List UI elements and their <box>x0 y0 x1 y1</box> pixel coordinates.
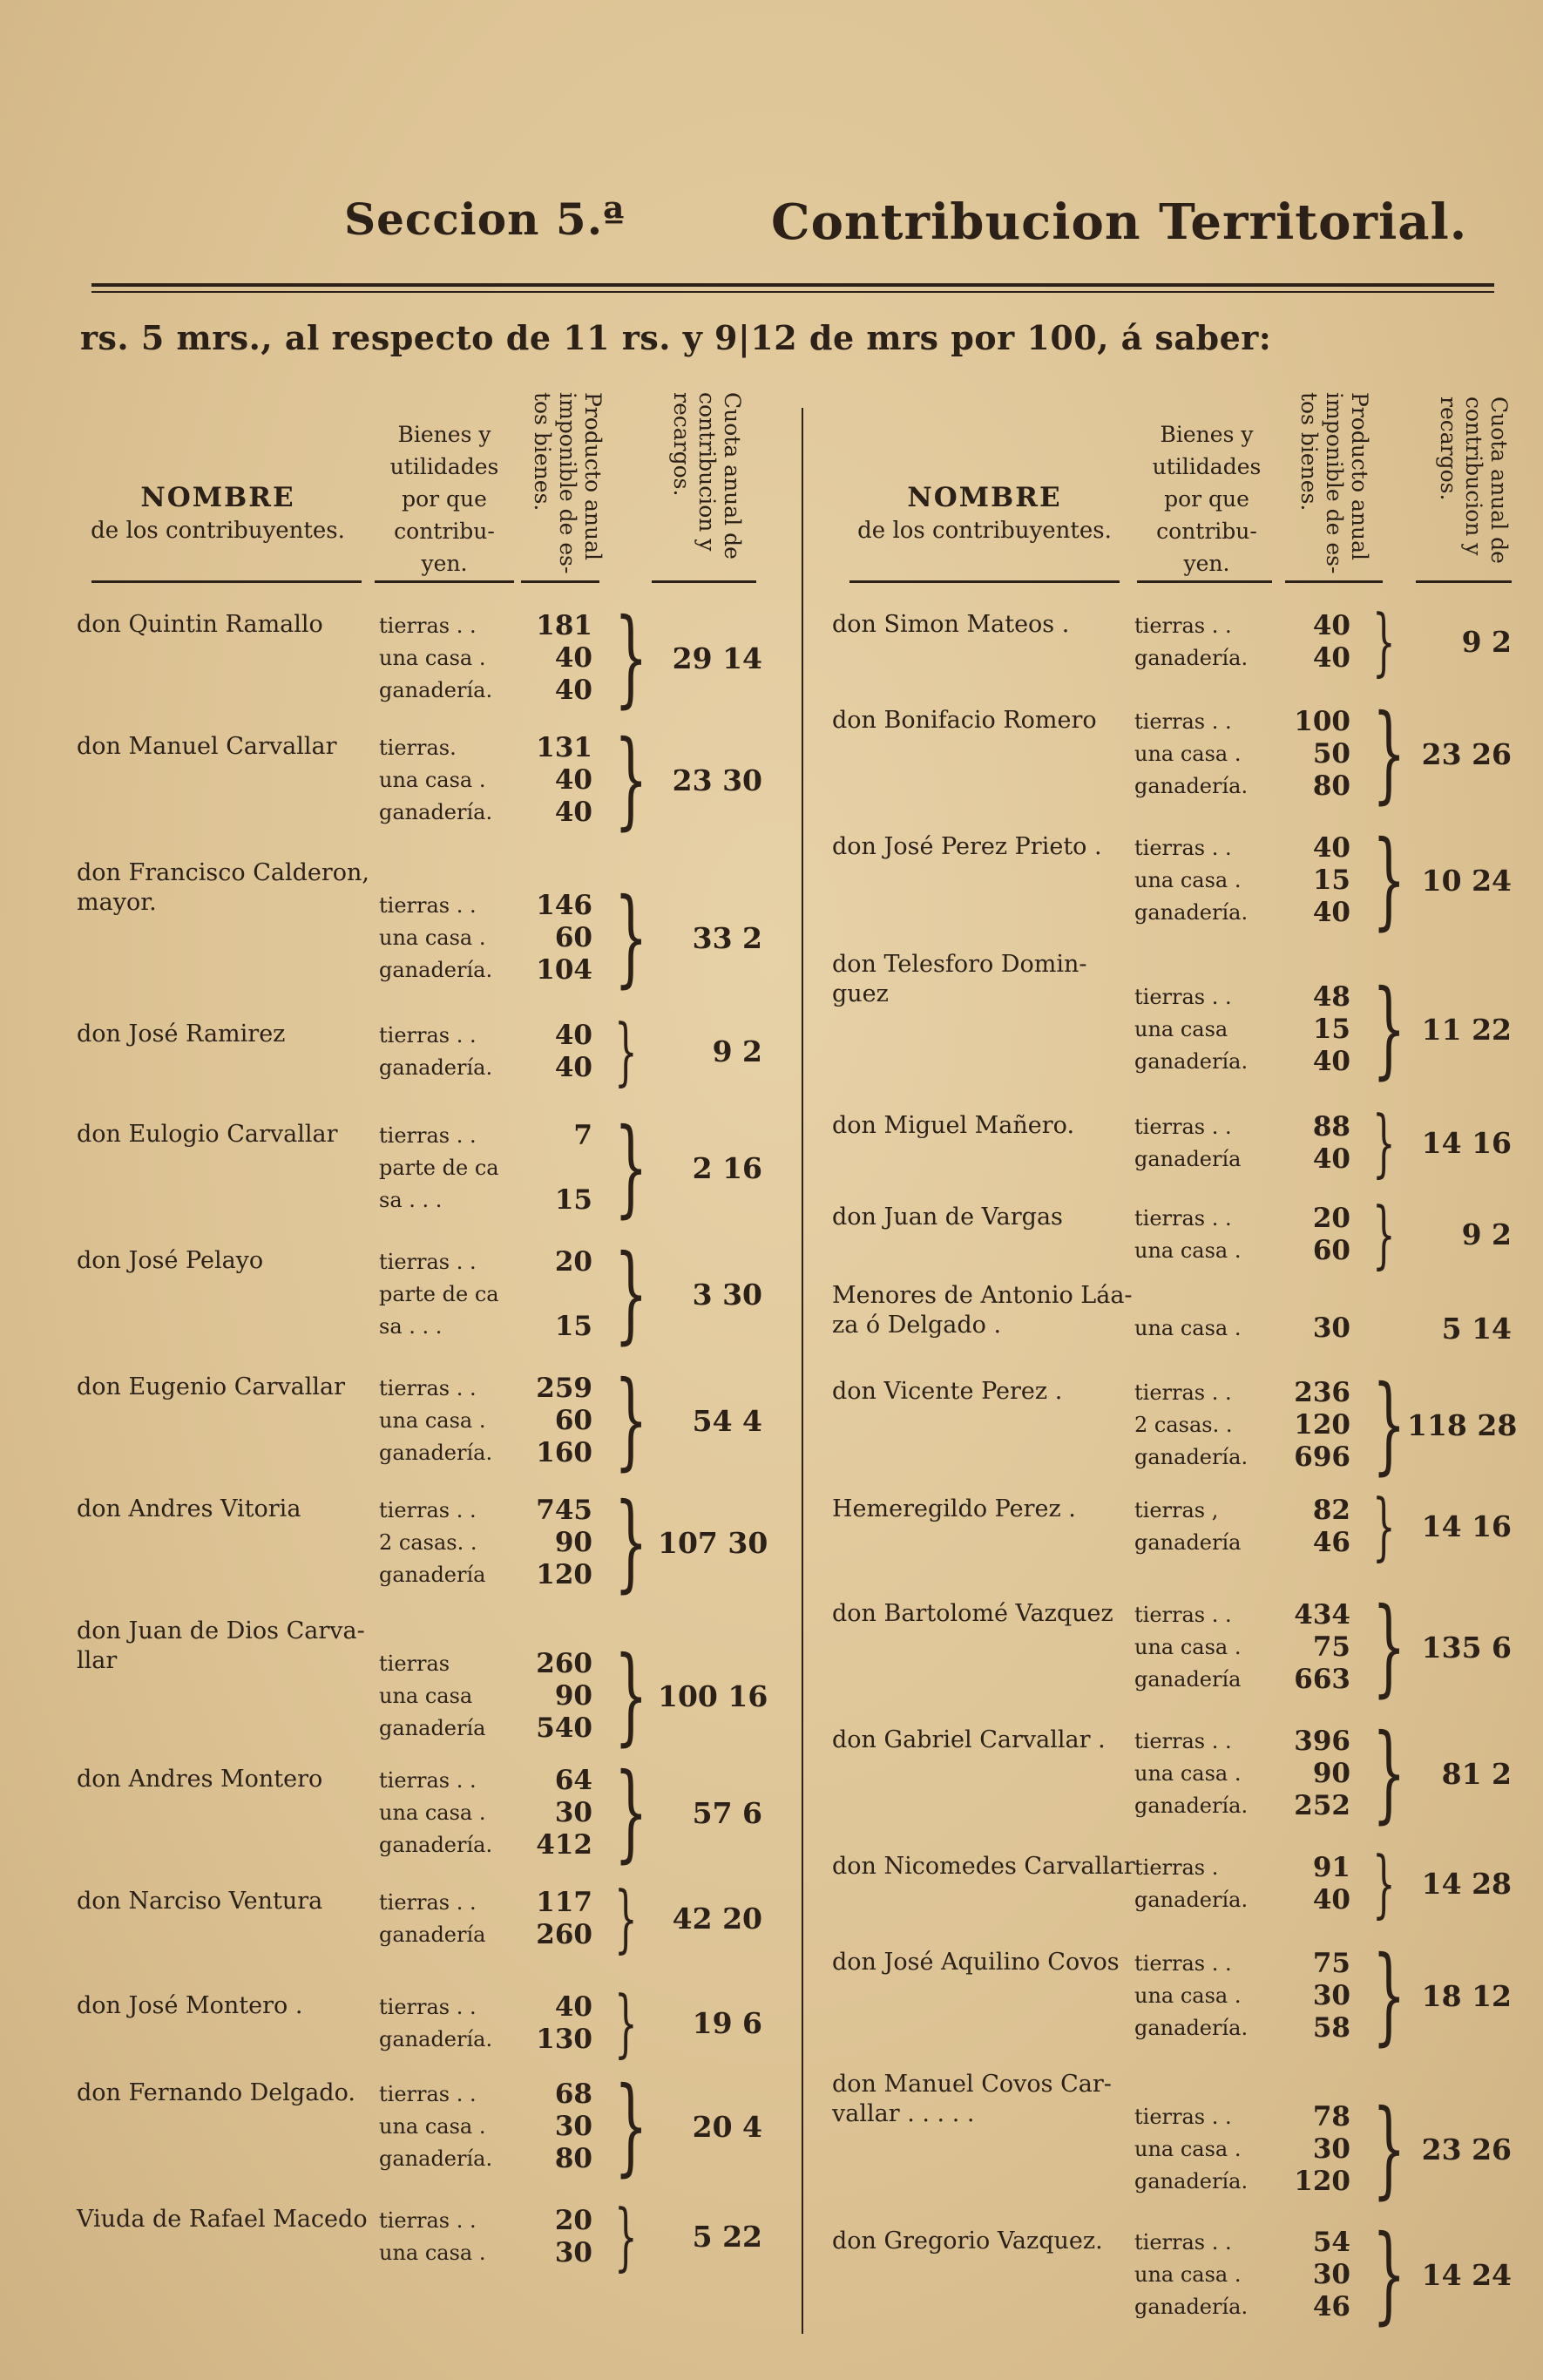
product-value: 30 <box>554 1797 592 1828</box>
header-rule <box>1285 580 1383 583</box>
annual-quota: 23 26 <box>1421 2132 1512 2166</box>
annual-quota: 11 22 <box>1421 1012 1512 1047</box>
header-rule <box>1137 580 1272 583</box>
taxpayer-name: don Vicente Perez . <box>832 1378 1063 1405</box>
product-value: 540 <box>536 1712 592 1744</box>
property-item: ganadería. <box>1134 1793 1249 1818</box>
property-item: tierras . . <box>1134 1729 1232 1753</box>
property-item: ganadería. <box>1134 774 1249 798</box>
property-item: tierras . . <box>1134 985 1232 1009</box>
property-item: una casa . <box>1134 1238 1242 1263</box>
header-rule <box>849 580 1120 583</box>
product-value: 90 <box>1312 1758 1350 1789</box>
property-item: una casa . <box>1134 2137 1242 2161</box>
taxpayer-name: don Manuel Covos Car- <box>832 2071 1112 2098</box>
annual-quota: 9 2 <box>1461 1217 1512 1251</box>
property-item: sa . . . <box>379 1314 443 1339</box>
product-value: 40 <box>1312 642 1350 674</box>
taxpayer-name: Hemeregildo Perez . <box>832 1495 1076 1522</box>
property-item: una casa . <box>379 2241 486 2265</box>
property-item: ganadería. <box>1134 2016 1249 2040</box>
grouping-brace: } <box>614 1106 648 1229</box>
taxpayer-name: don Bartolomé Vazquez <box>832 1600 1113 1627</box>
property-item: ganadería. <box>1134 1888 1249 1912</box>
annual-quota: 3 30 <box>692 1277 762 1312</box>
product-value: 46 <box>1312 2291 1350 2322</box>
product-value: 412 <box>536 1829 592 1861</box>
taxpayer-name: don Nicomedes Carvallar <box>832 1853 1135 1880</box>
taxpayer-name: don Juan de Dios Carva- <box>77 1617 365 1644</box>
property-item: ganadería. <box>1134 2169 1249 2194</box>
grouping-brace: } <box>614 2194 638 2279</box>
annual-quota: 135 6 <box>1421 1630 1512 1665</box>
grouping-brace: } <box>614 1634 648 1757</box>
product-value: 745 <box>536 1495 592 1526</box>
property-item: tierras . . <box>379 1123 477 1148</box>
property-item: una casa . <box>1134 868 1242 892</box>
product-value: 100 <box>1294 706 1350 737</box>
taxpayer-name: don Narciso Ventura <box>77 1888 323 1915</box>
property-item: una casa . <box>379 926 486 950</box>
product-value: 40 <box>1312 1046 1350 1077</box>
taxpayer-name: don Fernando Delgado. <box>77 2079 355 2106</box>
property-item: ganadería. <box>379 2027 493 2051</box>
property-item: tierras . . <box>379 893 477 918</box>
bienes-header: Bienes y utilidades por que contribu- yen. <box>389 422 499 576</box>
cuota-header: Cuota anual de contribucion y recargos. <box>669 392 745 559</box>
property-item: tierras . . <box>1134 2230 1232 2255</box>
product-value: 15 <box>554 1184 592 1216</box>
product-value: 75 <box>1312 1631 1350 1663</box>
product-value: 117 <box>536 1887 592 1918</box>
product-value: 91 <box>1312 1852 1350 1883</box>
product-value: 40 <box>554 675 592 706</box>
property-item: una casa . <box>379 2114 486 2139</box>
grouping-brace: } <box>1372 1585 1406 1708</box>
taxpayer-name: don José Perez Prieto . <box>832 833 1102 860</box>
product-value: 259 <box>536 1373 592 1404</box>
annual-quota: 100 16 <box>658 1678 768 1713</box>
property-item: una casa . <box>1134 1316 1242 1340</box>
property-item: ganadería <box>1134 1667 1242 1692</box>
annual-quota: 14 28 <box>1421 1867 1512 1901</box>
bienes-header: Bienes y utilidades por que contribu- yen. <box>1152 422 1262 576</box>
product-value: 160 <box>536 1437 592 1468</box>
header-rule <box>1416 580 1512 583</box>
product-value: 64 <box>554 1765 592 1796</box>
product-value: 15 <box>1312 1014 1350 1045</box>
product-value: 75 <box>1312 1948 1350 1979</box>
product-value: 40 <box>1312 1884 1350 1916</box>
property-item: tierras , <box>1134 1498 1219 1522</box>
product-value: 88 <box>1312 1111 1350 1143</box>
property-item: tierras. <box>379 736 457 760</box>
property-item: tierras . . <box>1134 1380 1232 1405</box>
property-item: ganadería <box>1134 1530 1242 1555</box>
taxpayer-name: Menores de Antonio Láa- <box>832 1282 1133 1309</box>
property-item: tierras . . <box>1134 2105 1232 2129</box>
taxpayer-name: don José Pelayo <box>77 1247 264 1274</box>
property-item: una casa . <box>379 646 486 670</box>
property-item: ganadería. <box>1134 900 1249 925</box>
product-value: 46 <box>1312 1527 1350 1558</box>
taxpayer-name: don Telesforo Domin- <box>832 951 1087 978</box>
product-value: 30 <box>554 2237 592 2268</box>
taxpayer-name: don Gregorio Vazquez. <box>832 2227 1103 2255</box>
grouping-brace: } <box>614 1481 648 1604</box>
taxpayer-name: don José Montero . <box>77 1992 303 2019</box>
annual-quota: 5 22 <box>692 2220 762 2254</box>
product-value: 68 <box>554 2078 592 2110</box>
property-item: tierras . . <box>379 1498 477 1522</box>
product-value: 131 <box>536 732 592 763</box>
property-item: tierras . . <box>1134 1206 1232 1231</box>
property-item: una casa . <box>379 1408 486 1433</box>
property-item: tierras . . <box>1134 709 1232 734</box>
property-item: una casa . <box>1134 742 1242 766</box>
product-value: 40 <box>554 797 592 828</box>
product-value: 120 <box>1294 1409 1350 1441</box>
product-value: 40 <box>554 642 592 674</box>
product-value: 40 <box>1312 610 1350 641</box>
product-value: 130 <box>536 2024 592 2055</box>
grouping-brace: } <box>1372 2087 1406 2210</box>
property-item: tierras . . <box>1134 614 1232 638</box>
property-item: ganadería. <box>379 678 493 702</box>
product-value: 82 <box>1312 1495 1350 1526</box>
product-value: 30 <box>554 2111 592 2142</box>
property-item: ganadería. <box>379 1833 493 1857</box>
product-value: 40 <box>1312 897 1350 928</box>
product-value: 50 <box>1312 738 1350 770</box>
product-value: 54 <box>1312 2227 1350 2258</box>
taxpayer-name: don Juan de Vargas <box>832 1204 1063 1231</box>
annual-quota: 5 14 <box>1441 1311 1512 1346</box>
property-item: una casa . <box>1134 1635 1242 1659</box>
taxpayer-name: mayor. <box>77 889 157 916</box>
annual-quota: 23 26 <box>1421 736 1512 771</box>
annual-quota: 14 16 <box>1421 1126 1512 1160</box>
taxpayer-name: don Andres Vitoria <box>77 1495 301 1522</box>
product-value: 236 <box>1294 1377 1350 1408</box>
grouping-brace: } <box>1372 599 1396 684</box>
annual-quota: 14 16 <box>1421 1509 1512 1543</box>
property-item: tierras . . <box>379 1023 477 1048</box>
product-value: 30 <box>1312 1312 1350 1344</box>
taxpayer-name: don José Aquilino Covos <box>832 1949 1120 1976</box>
taxpayer-name: Viuda de Rafael Macedo <box>77 2206 368 2233</box>
annual-quota: 107 30 <box>658 1525 768 1560</box>
grouping-brace: } <box>1372 1363 1406 1486</box>
taxpayer-name: guez <box>832 980 889 1007</box>
product-value: 60 <box>554 922 592 953</box>
property-item: ganadería. <box>379 958 493 982</box>
property-item: ganadería. <box>1134 1445 1249 1469</box>
property-item: una casa <box>1134 1017 1228 1041</box>
taxpayer-name: don Simon Mateos . <box>832 611 1070 638</box>
grouping-brace: } <box>1372 967 1406 1090</box>
annual-quota: 2 16 <box>692 1150 762 1185</box>
product-value: 60 <box>554 1405 592 1436</box>
property-item: tierras . <box>1134 1855 1219 1880</box>
section-label: Seccion 5.ª <box>344 193 626 245</box>
property-item: tierras . . <box>379 614 477 638</box>
taxpayer-name: don Miguel Mañero. <box>832 1112 1075 1139</box>
grouping-brace: } <box>614 718 648 841</box>
product-value: 78 <box>1312 2101 1350 2133</box>
property-item: tierras . . <box>1134 836 1232 860</box>
annual-quota: 57 6 <box>692 1795 762 1830</box>
product-value: 80 <box>554 2143 592 2174</box>
product-value: 40 <box>554 1052 592 1083</box>
property-item: tierras . . <box>379 2082 477 2106</box>
grouping-brace: } <box>1372 2213 1406 2336</box>
property-item: tierras . . <box>1134 1115 1232 1139</box>
property-item: sa . . . <box>379 1188 443 1212</box>
property-item: tierras . . <box>379 2208 477 2233</box>
property-item: una casa <box>379 1684 473 1708</box>
header-rule <box>375 580 514 583</box>
producto-header: Producto anual imponible de es- tos bienes. <box>530 392 606 574</box>
grouping-brace: } <box>614 596 648 719</box>
name-header: NOMBRE de los contribuyentes. <box>91 482 345 544</box>
property-item: una casa . <box>379 768 486 792</box>
taxpayer-name: don Quintin Ramallo <box>77 611 323 638</box>
taxpayer-name: za ó Delgado . <box>832 1312 1002 1339</box>
taxpayer-name: vallar . . . . . <box>832 2100 975 2127</box>
column-separator <box>802 408 803 2334</box>
product-value: 40 <box>1312 1143 1350 1175</box>
cuota-header: Cuota anual de contribucion y recargos. <box>1436 397 1512 564</box>
product-value: 48 <box>1312 981 1350 1013</box>
property-item: ganadería. <box>379 1055 493 1080</box>
property-item: tierras <box>379 1651 450 1676</box>
product-value: 20 <box>554 1246 592 1278</box>
product-value: 40 <box>1312 832 1350 864</box>
name-header: NOMBRE de los contribuyentes. <box>857 482 1112 544</box>
property-item: tierras . . <box>379 1768 477 1793</box>
annual-quota: 42 20 <box>672 1902 762 1936</box>
product-value: 90 <box>554 1680 592 1712</box>
property-item: tierras . . <box>1134 1603 1232 1627</box>
product-value: 663 <box>1294 1664 1350 1695</box>
property-item: tierras . . <box>1134 1951 1232 1976</box>
grouping-brace: } <box>614 1359 648 1482</box>
property-item: ganadería. <box>1134 646 1249 670</box>
product-value: 20 <box>1312 1203 1350 1234</box>
grouping-brace: } <box>614 1980 638 2065</box>
product-value: 120 <box>536 1559 592 1590</box>
header-rule <box>91 580 362 583</box>
product-value: 7 <box>573 1120 592 1151</box>
annual-quota: 20 4 <box>692 2109 762 2144</box>
property-item: una casa . <box>379 1800 486 1825</box>
property-item: ganadería <box>379 1922 486 1947</box>
property-item: una casa . <box>1134 2262 1242 2287</box>
grouping-brace: } <box>614 2065 648 2187</box>
product-value: 252 <box>1294 1790 1350 1821</box>
grouping-brace: } <box>614 1008 638 1094</box>
header-rule <box>652 580 756 583</box>
property-item: ganadería. <box>379 800 493 824</box>
property-item: 2 casas. . <box>379 1530 477 1555</box>
annual-quota: 19 6 <box>692 2006 762 2040</box>
page-title: Contribucion Territorial. <box>771 193 1468 251</box>
annual-quota: 54 4 <box>692 1403 762 1438</box>
product-value: 146 <box>536 890 592 921</box>
property-item: parte de ca <box>379 1282 499 1306</box>
property-item: tierras . . <box>379 1250 477 1274</box>
property-item: tierras . . <box>379 1376 477 1400</box>
product-value: 434 <box>1294 1599 1350 1631</box>
product-value: 15 <box>1312 865 1350 896</box>
property-item: una casa . <box>1134 1983 1242 2008</box>
taxpayer-name: don Francisco Calderon, <box>77 859 369 886</box>
annual-quota: 18 12 <box>1421 1978 1512 2013</box>
grouping-brace: } <box>1372 1712 1406 1834</box>
grouping-brace: } <box>1372 1934 1406 2057</box>
property-item: ganadería <box>379 1716 486 1740</box>
grouping-brace: } <box>614 1751 648 1874</box>
product-value: 30 <box>1312 2259 1350 2290</box>
annual-quota: 9 2 <box>712 1034 762 1068</box>
grouping-brace: } <box>614 1875 638 1961</box>
product-value: 40 <box>554 1020 592 1051</box>
property-item: una casa . <box>1134 1761 1242 1786</box>
title-rule <box>91 283 1494 287</box>
taxpayer-name: don Bonifacio Romero <box>832 707 1097 734</box>
property-item: ganadería. <box>379 2146 493 2171</box>
property-item: ganadería. <box>1134 2295 1249 2319</box>
property-item: ganadería. <box>379 1441 493 1465</box>
taxpayer-name: don José Ramirez <box>77 1020 286 1048</box>
annual-quota: 118 28 <box>1407 1407 1518 1442</box>
product-value: 40 <box>554 1991 592 2023</box>
grouping-brace: } <box>1372 818 1406 941</box>
producto-header: Producto anual imponible de es- tos bienes. <box>1296 392 1372 574</box>
grouping-brace: } <box>1372 1483 1396 1569</box>
property-item: ganadería <box>1134 1147 1242 1171</box>
title-rule-thin <box>91 291 1494 293</box>
annual-quota: 29 14 <box>672 641 762 675</box>
product-value: 58 <box>1312 2012 1350 2044</box>
taxpayer-name: don Manuel Carvallar <box>77 733 337 760</box>
grouping-brace: } <box>1372 692 1406 815</box>
taxpayer-name: don Andres Montero <box>77 1766 323 1793</box>
annual-quota: 81 2 <box>1441 1756 1512 1791</box>
product-value: 80 <box>1312 770 1350 802</box>
taxpayer-name: don Eugenio Carvallar <box>77 1373 346 1400</box>
property-item: tierras . . <box>379 1995 477 2019</box>
product-value: 120 <box>1294 2166 1350 2197</box>
header-rule <box>521 580 599 583</box>
product-value: 260 <box>536 1919 592 1950</box>
taxpayer-name: don Eulogio Carvallar <box>77 1121 338 1148</box>
product-value: 90 <box>554 1527 592 1558</box>
grouping-brace: } <box>1372 1100 1396 1185</box>
grouping-brace: } <box>1372 1191 1396 1277</box>
grouping-brace: } <box>614 1232 648 1355</box>
grouping-brace: } <box>614 876 648 999</box>
subtitle: rs. 5 mrs., al respecto de 11 rs. y 9|12 de mrs por 100, á saber: <box>80 318 1272 357</box>
product-value: 40 <box>554 764 592 796</box>
taxpayer-name: llar <box>77 1647 118 1674</box>
product-value: 260 <box>536 1648 592 1679</box>
product-value: 60 <box>1312 1235 1350 1266</box>
product-value: 181 <box>536 610 592 641</box>
product-value: 696 <box>1294 1441 1350 1473</box>
property-item: ganadería. <box>1134 1049 1249 1074</box>
property-item: tierras . . <box>379 1890 477 1915</box>
property-item: parte de ca <box>379 1156 499 1180</box>
property-item: ganadería <box>379 1563 486 1587</box>
property-item: 2 casas. . <box>1134 1413 1233 1437</box>
product-value: 20 <box>554 2205 592 2236</box>
product-value: 30 <box>1312 1980 1350 2011</box>
annual-quota: 33 2 <box>692 920 762 955</box>
taxpayer-name: don Gabriel Carvallar . <box>832 1726 1106 1753</box>
annual-quota: 23 30 <box>672 763 762 797</box>
page-header <box>0 193 1543 263</box>
product-value: 30 <box>1312 2133 1350 2165</box>
product-value: 15 <box>554 1311 592 1342</box>
annual-quota: 14 24 <box>1421 2257 1512 2292</box>
product-value: 104 <box>536 954 592 986</box>
annual-quota: 10 24 <box>1421 863 1512 898</box>
grouping-brace: } <box>1372 1841 1396 1926</box>
annual-quota: 9 2 <box>1461 625 1512 659</box>
product-value: 396 <box>1294 1726 1350 1757</box>
